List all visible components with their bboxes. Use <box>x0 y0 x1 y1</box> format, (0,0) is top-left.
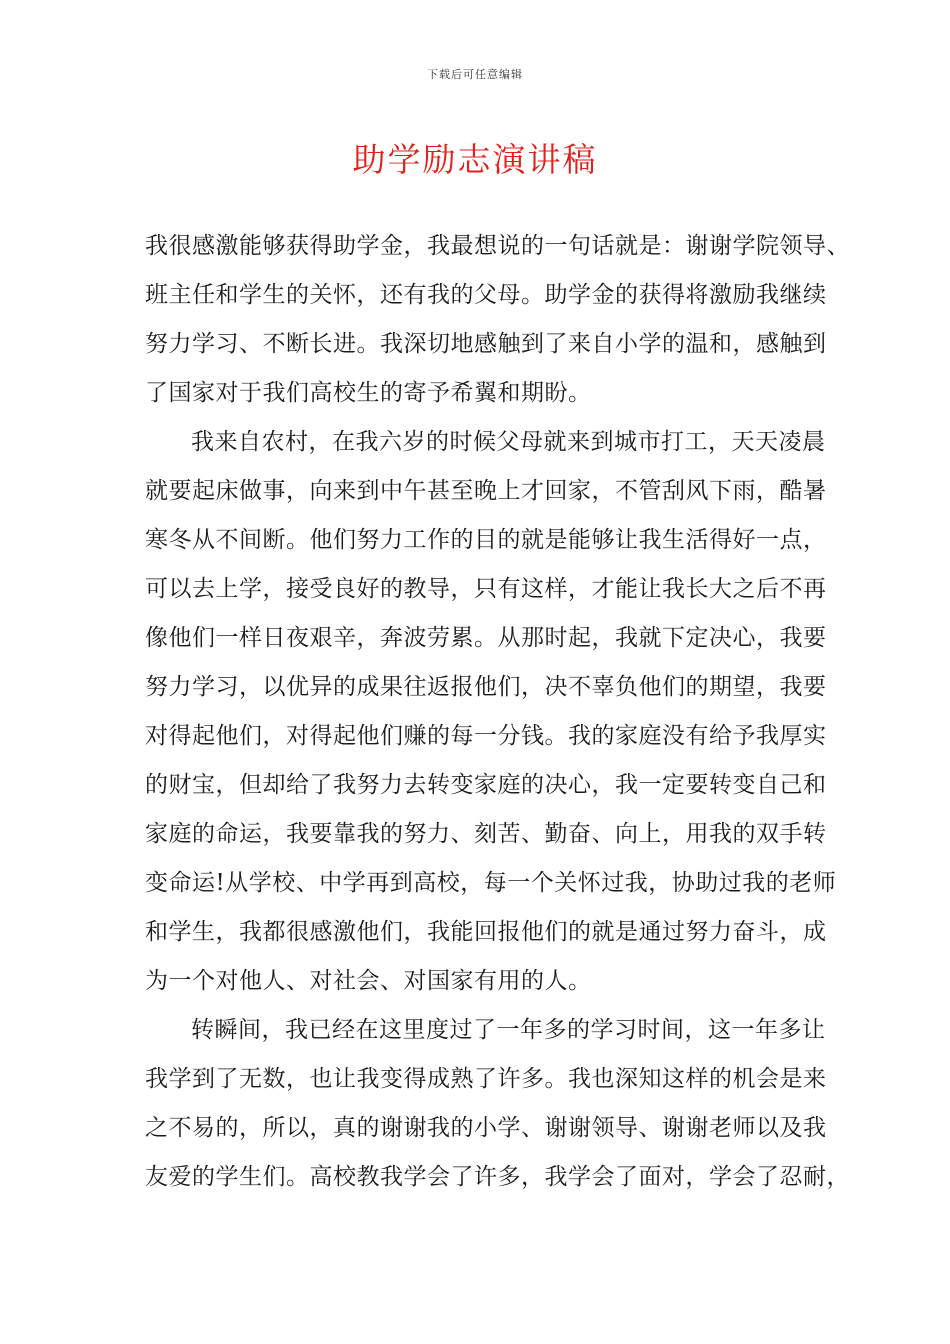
text-line: 努力学习，以优异的成果往返报他们，决不辜负他们的期望，我要 <box>145 674 827 700</box>
paragraph-2 <box>145 418 837 1006</box>
text-line: 了国家对于我们高校生的寄予希翼和期盼。 <box>145 380 592 406</box>
text-line: 对得起他们，对得起他们赚的每一分钱。我的家庭没有给予我厚实 <box>145 723 827 749</box>
document-body <box>145 222 850 1202</box>
text-line: 班主任和学生的关怀，还有我的父母。助学金的获得将激励我继续 <box>145 282 827 308</box>
text-line: 和学生，我都很感激他们，我能回报他们的就是通过努力奋斗，成 <box>145 919 827 945</box>
text-line: 寒冬从不间断。他们努力工作的目的就是能够让我生活得好一点， <box>145 527 827 553</box>
text-line: 友爱的学生们。高校教我学会了许多，我学会了面对，学会了忍耐， <box>145 1164 850 1190</box>
text-line: 转瞬间，我已经在这里度过了一年多的学习时间，这一年多让 <box>191 1017 826 1043</box>
paragraph-1 <box>145 222 850 418</box>
text-line: 为一个对他人、对社会、对国家有用的人。 <box>145 968 592 994</box>
text-line: 就要起床做事，向来到中午甚至晚上才回家，不管刮风下雨，酷暑 <box>145 478 827 504</box>
paragraph-3 <box>145 1006 850 1202</box>
text-line: 我很感激能够获得助学金，我最想说的一句话就是：谢谢学院领导、 <box>145 233 850 259</box>
header-note: 下载后可任意编辑 <box>427 68 523 81</box>
text-line: 变命运!从学校、中学再到高校，每一个关怀过我，协助过我的老师 <box>145 870 837 896</box>
text-line: 之不易的，所以，真的谢谢我的小学、谢谢领导、谢谢老师以及我 <box>145 1115 827 1141</box>
text-line: 我学到了无数，也让我变得成熟了许多。我也深知这样的机会是来 <box>145 1066 827 1092</box>
text-line: 的财宝，但却给了我努力去转变家庭的决心，我一定要转变自己和 <box>145 772 827 798</box>
text-line: 像他们一样日夜艰辛，奔波劳累。从那时起，我就下定决心，我要 <box>145 625 827 651</box>
text-line: 可以去上学，接受良好的教导，只有这样，才能让我长大之后不再 <box>145 576 827 602</box>
text-line: 家庭的命运，我要靠我的努力、刻苦、勤奋、向上，用我的双手转 <box>145 821 827 847</box>
text-line: 我来自农村，在我六岁的时候父母就来到城市打工，天天凌晨 <box>191 429 826 455</box>
text-line: 努力学习、不断长进。我深切地感触到了来自小学的温和，感触到 <box>145 331 827 357</box>
document-title: 助学励志演讲稿 <box>352 140 598 179</box>
